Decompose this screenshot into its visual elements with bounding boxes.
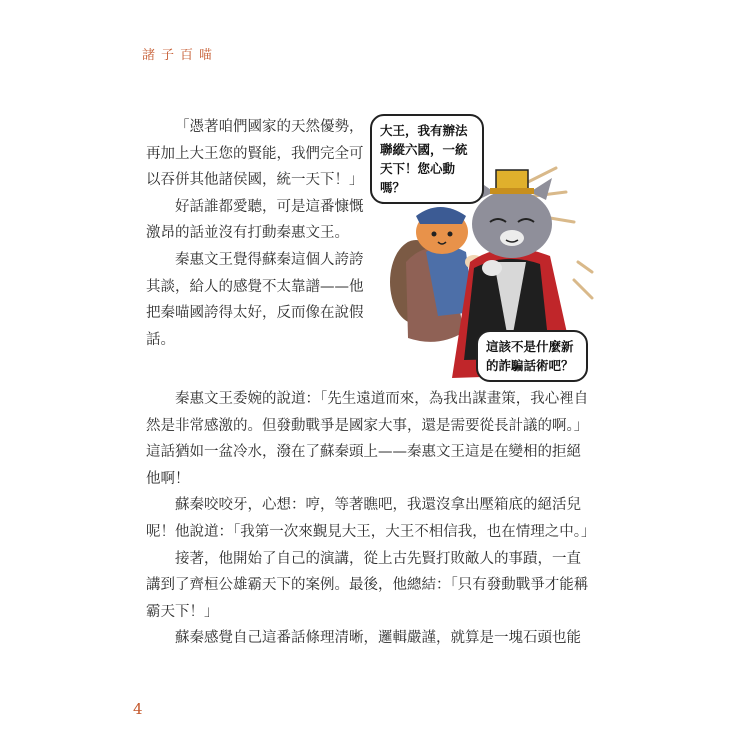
text-body (146, 386, 594, 652)
paragraph: 秦惠文王覺得蘇秦這個人誇誇其談，給人的感覺不太靠譜——他把秦喵國誇得太好，反而像在說假話。 (146, 251, 364, 348)
paragraph: 蘇秦咬咬牙，心想：哼，等著瞧吧，我還沒拿出壓箱底的絕活兒呢！他說道：「我第一次來覲見大王，大王不相信我，也在情理之中。」 (146, 497, 596, 540)
speech-bubble-su-qin: 大王，我有辦法聯縱六國，一統天下！您心動嗎？ (370, 114, 484, 204)
text-column (146, 114, 364, 353)
paragraph: 蘇秦感覺自己這番話條理清晰，邏輯嚴謹，就算是一塊石頭也能 (175, 630, 581, 647)
running-header: 諸子百喵 (142, 48, 219, 63)
speech-bubble-king: 這該不是什麼新的詐騙話術吧？ (476, 330, 588, 382)
page-number: 4 (133, 700, 143, 718)
paragraph: 「憑著咱們國家的天然優勢，再加上大王您的賢能，我們完全可以吞併其他諸侯國，統一天下！」 (146, 119, 364, 189)
paragraph: 好話誰都愛聽，可是這番慷慨激昂的話並沒有打動秦惠文王。 (146, 198, 364, 242)
paragraph: 秦惠文王委婉的說道：「先生遠道而來，為我出謀畫策，我心裡自然是非常感激的。但發動戰爭是國家大事，還是需要從長計議的啊。」這話猶如一盆冷水，潑在了蘇秦頭上——秦惠文王這是在變相的拒絕他啊！ (146, 391, 589, 487)
paragraph: 接著，他開始了自己的演講，從上古先賢打敗敵人的事蹟，一直講到了齊桓公雄霸天下的案例。最後，他總結：「只有發動戰爭才能稱霸天下！」 (146, 550, 589, 620)
